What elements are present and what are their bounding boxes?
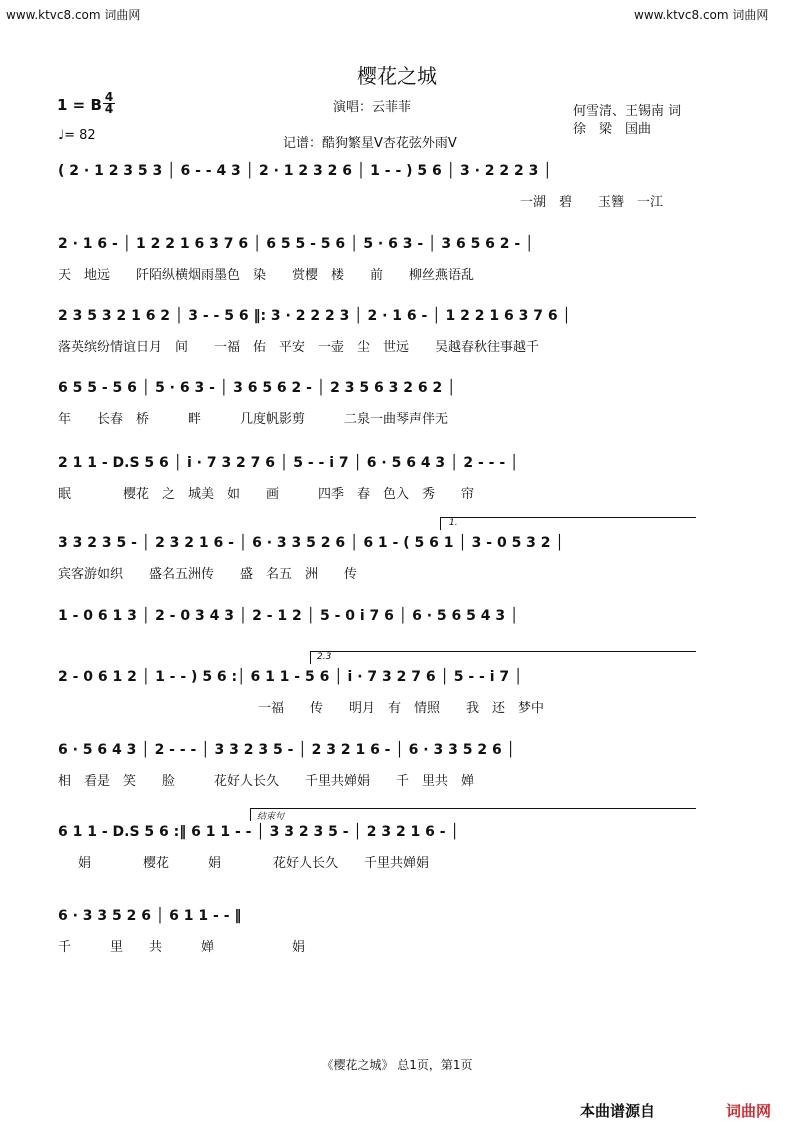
score-row-notes: 3 3 2 3 5 - │ 2 3 2 1 6 - │ 6 · 3 3 5 2 6 │ 6 1 - ( 5 6 1 │ 3 - 0 5 3 2 │ <box>58 535 564 551</box>
score-row-notes: 6 · 5 6 4 3 │ 2 - - - │ 3 3 2 3 5 - │ 2 3 2 1 6 - │ 6 · 3 3 5 2 6 │ <box>58 742 515 758</box>
score-row-notes: 2 1 1 - D.S 5 6 │ i · 7 3 2 7 6 │ 5 - - i 7 │ 6 · 5 6 4 3 │ 2 - - - │ <box>58 455 519 471</box>
second-ending-label: 2.3 <box>317 652 332 662</box>
score-row-notes: 2 - 0 6 1 2 │ 1 - - ) 5 6 :│ 6 1 1 - 5 6 │ i · 7 3 2 7 6 │ 5 - - i 7 │ <box>58 669 523 685</box>
score-row-lyrics: 眠 樱花 之 城美 如 画 四季 春 色入 秀 帘 <box>58 487 475 502</box>
score-row-lyrics: 娟 樱花 娟 花好人长久 千里共婵娟 <box>78 856 430 871</box>
time-signature <box>103 92 115 115</box>
song-title: 樱花之城 <box>357 64 437 88</box>
first-ending-bracket <box>440 517 696 530</box>
score-row-notes: 2 · 1 6 - │ 1 2 2 1 6 3 7 6 │ 6 5 5 - 5 6 │ 5 · 6 3 - │ 3 6 5 6 2 - │ <box>58 236 534 252</box>
time-bottom: 4 <box>104 102 114 116</box>
score-row-lyrics: 一福 传 明月 有 情照 我 还 梦中 <box>258 701 545 716</box>
score-row-lyrics: 相 看是 笑 脸 花好人长久 千里共婵娟 千 里共 婵 <box>58 774 475 789</box>
second-ending-bracket <box>310 651 696 664</box>
page-footer: 《樱花之城》 总1页，第1页 <box>321 1058 473 1072</box>
score-row-lyrics: 年 长春 桥 畔 几度帆影剪 二泉一曲琴声伴无 <box>58 412 449 427</box>
source-label: 本曲谱源自 <box>580 1102 656 1120</box>
score-row-notes: ( 2 · 1 2 3 5 3 │ 6 - - 4 3 │ 2 · 1 2 3 2 6 │ 1 - - ) 5 6 │ 3 · 2 2 2 3 │ <box>58 163 552 179</box>
brand-logo: 词曲网 <box>726 1102 772 1120</box>
site-watermark-left: www.ktvc8.com 词曲网 <box>6 8 141 22</box>
first-ending-label: 1. <box>449 518 458 528</box>
time-top: 4 <box>104 90 114 104</box>
key-signature: 1 = B <box>57 96 102 114</box>
transcriber-credit: 记谱：酷狗繁星V杏花弦外雨V <box>283 136 457 151</box>
singer-credit: 演唱：云菲菲 <box>333 100 412 115</box>
score-row-notes: 6 1 1 - D.S 5 6 :‖ 6 1 1 - - │ 3 3 2 3 5 - │ 2 3 2 1 6 - │ <box>58 824 459 840</box>
score-row-lyrics: 一湖 碧 玉簪 一江 <box>520 195 664 210</box>
score-row-lyrics: 宾客游如织 盛名五洲传 盛 名五 洲 传 <box>58 567 358 582</box>
lyricist-credit: 何雪清、王锡南 词 <box>573 104 682 119</box>
score-row-notes: 6 5 5 - 5 6 │ 5 · 6 3 - │ 3 6 5 6 2 - │ 2 3 5 6 3 2 6 2 │ <box>58 380 456 396</box>
composer-credit: 徐 梁 国曲 <box>573 122 652 137</box>
score-row-notes: 1 - 0 6 1 3 │ 2 - 0 3 4 3 │ 2 - 1 2 │ 5 - 0 i 7 6 │ 6 · 5 6 5 4 3 │ <box>58 608 519 624</box>
score-row-lyrics: 落英缤纷情谊日月 间 一福 佑 平安 一壶 尘 世远 吴越春秋往事越千 <box>58 340 540 355</box>
score-row-lyrics: 天 地远 阡陌纵横烟雨墨色 染 赏樱 楼 前 柳丝燕语乱 <box>58 268 475 283</box>
tempo-mark: ♩= 82 <box>58 128 96 143</box>
site-watermark-right: www.ktvc8.com 词曲网 <box>634 8 769 22</box>
score-row-notes: 2 3 5 3 2 1 6 2 │ 3 - - 5 6 ‖: 3 · 2 2 2 3 │ 2 · 1 6 - │ 1 2 2 1 6 3 7 6 │ <box>58 308 571 324</box>
coda-label: 结束句 <box>257 812 285 822</box>
coda-bracket <box>250 808 696 821</box>
score-row-lyrics: 千 里 共 婵 娟 <box>58 940 306 955</box>
score-row-notes: 6 · 3 3 5 2 6 │ 6 1 1 - - ‖ <box>58 908 242 924</box>
